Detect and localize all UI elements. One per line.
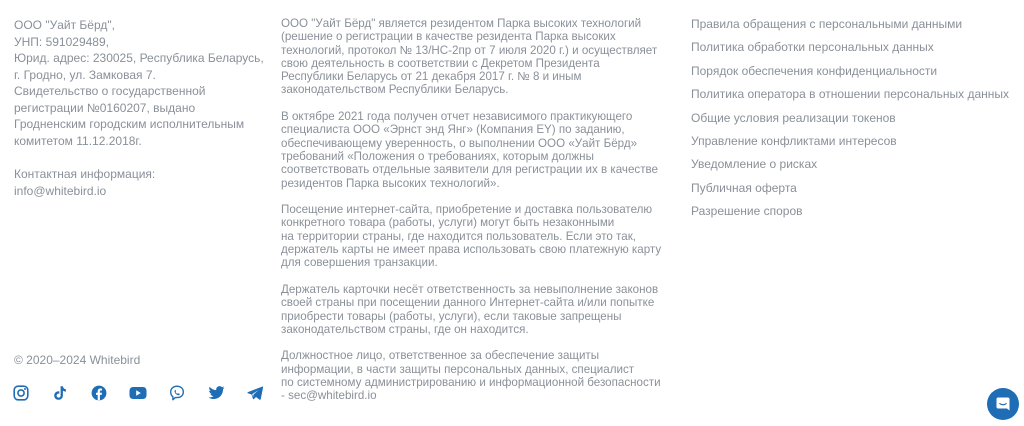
legal-line: соответствовать отдельные заявители для регистрации их в качестве [281, 163, 658, 177]
link-personal-data-rules[interactable]: Правила обращения с персональными данными [691, 17, 963, 31]
viber-icon[interactable] [168, 384, 186, 402]
legal-line: законодательством страны, где он находится. [281, 322, 529, 336]
legal-line: держатель карты не имеет права использовать свою платежную карту [281, 243, 662, 257]
document-links [691, 16, 1011, 227]
contact-block [14, 166, 266, 199]
legal-line: обеспечивающему уверенность, о выполнении ООО «Уайт Бёрд» [281, 136, 638, 150]
legal-line: Держатель карточки несёт ответственность за невыполнение законов [281, 282, 659, 296]
company-line: комитетом 11.12.2018г. [14, 133, 142, 148]
company-info [14, 17, 266, 199]
legal-line: для совершения транзакции. [281, 256, 438, 270]
legal-line: по системному администрированию и информационной безопасности [281, 376, 661, 390]
legal-line: требований «Положения о требованиях, которым должны [281, 149, 594, 163]
legal-line: информации, в части защиты персональных данных, специалист [281, 362, 635, 376]
legal-line: конкретного товара (работы, услуги) могут быть незаконными [281, 216, 615, 230]
legal-line: приобрести товары (работы, услуги), если таковые запрещены [281, 309, 622, 323]
company-details [14, 17, 266, 149]
legal-line: резидентов Парка высоких технологий». [281, 176, 500, 190]
legal-text [281, 17, 673, 416]
youtube-icon[interactable] [129, 384, 147, 402]
facebook-icon[interactable] [90, 384, 108, 402]
company-line: ООО "Уайт Бёрд", [14, 18, 115, 32]
company-line: г. Гродно, ул. Замковая 7. [14, 67, 156, 82]
social-links [12, 383, 285, 403]
legal-line: специалиста ООО «Эрнст энд Янг» (Компания EY) по заданию, [281, 123, 625, 137]
company-line: Свидетельство о государственной [14, 84, 206, 98]
legal-line: законодательством Республики Беларусь. [281, 83, 509, 97]
company-line: Юрид. адрес: 230025, Республика Беларусь, [14, 51, 264, 65]
legal-line: В октябре 2021 года получен отчет независимого практикующего [281, 110, 633, 124]
legal-line: Должностное лицо, ответственное за обеспечение защиты [281, 349, 600, 363]
legal-line: ООО "Уайт Бёрд" является резидентом Парка высоких технологий [281, 17, 642, 30]
instagram-icon[interactable] [12, 384, 30, 402]
legal-line: Республики Беларусь от 21 декабря 2017 г. № 8 и иным [281, 70, 582, 84]
legal-paragraph [281, 17, 673, 97]
link-public-offer[interactable]: Публичная оферта [691, 180, 797, 195]
legal-paragraph [281, 283, 673, 336]
contact-email-link[interactable]: info@whitebird.io [14, 183, 107, 198]
legal-line: на территории страны, где находится пользователь. Если это так, [281, 229, 636, 243]
link-risk-notice[interactable]: Уведомление о рисках [691, 157, 818, 172]
company-line: Гродненским городским исполнительным [14, 117, 245, 131]
telegram-icon[interactable] [246, 384, 264, 402]
legal-line: технологий, протокол № 13/НС-2пр от 7 июля 2020 г.) и осуществляет [281, 43, 658, 57]
copyright: © 2020–2024 Whitebird [14, 353, 141, 367]
tiktok-icon[interactable] [51, 384, 69, 402]
legal-paragraph [281, 110, 673, 190]
chat-icon [995, 396, 1011, 412]
link-dispute-resolution[interactable]: Разрешение споров [691, 204, 803, 219]
chat-button[interactable] [987, 388, 1019, 420]
contact-label: Контактная информация: [14, 167, 156, 181]
legal-line: свою деятельность в соответствии с Декретом Президента [281, 56, 600, 70]
legal-line: (решение о регистрации в качестве резидента Парка высоких [281, 30, 616, 44]
link-conflicts-of-interest[interactable]: Управление конфликтами интересов [691, 133, 897, 148]
link-token-terms[interactable]: Общие условия реализации токенов [691, 110, 896, 125]
company-line: регистрации №0160207, выдано [14, 100, 196, 115]
company-line: УНП: 591029489, [14, 34, 109, 49]
link-operator-policy[interactable]: Политика оператора в отношении персональных данных [691, 87, 1010, 102]
legal-paragraph [281, 203, 673, 269]
legal-paragraph [281, 349, 673, 402]
link-personal-data-policy[interactable]: Политика обработки персональных данных [691, 40, 934, 55]
legal-line: Посещение интернет-сайта, приобретение и доставка пользователю [281, 203, 653, 217]
link-confidentiality[interactable]: Порядок обеспечения конфиденциальности [691, 63, 938, 78]
legal-line: своей страны при посещении данного Интернет-сайта и/или попытке [281, 296, 655, 310]
security-contact-email[interactable]: - sec@whitebird.io [281, 389, 377, 403]
twitter-icon[interactable] [207, 384, 225, 402]
